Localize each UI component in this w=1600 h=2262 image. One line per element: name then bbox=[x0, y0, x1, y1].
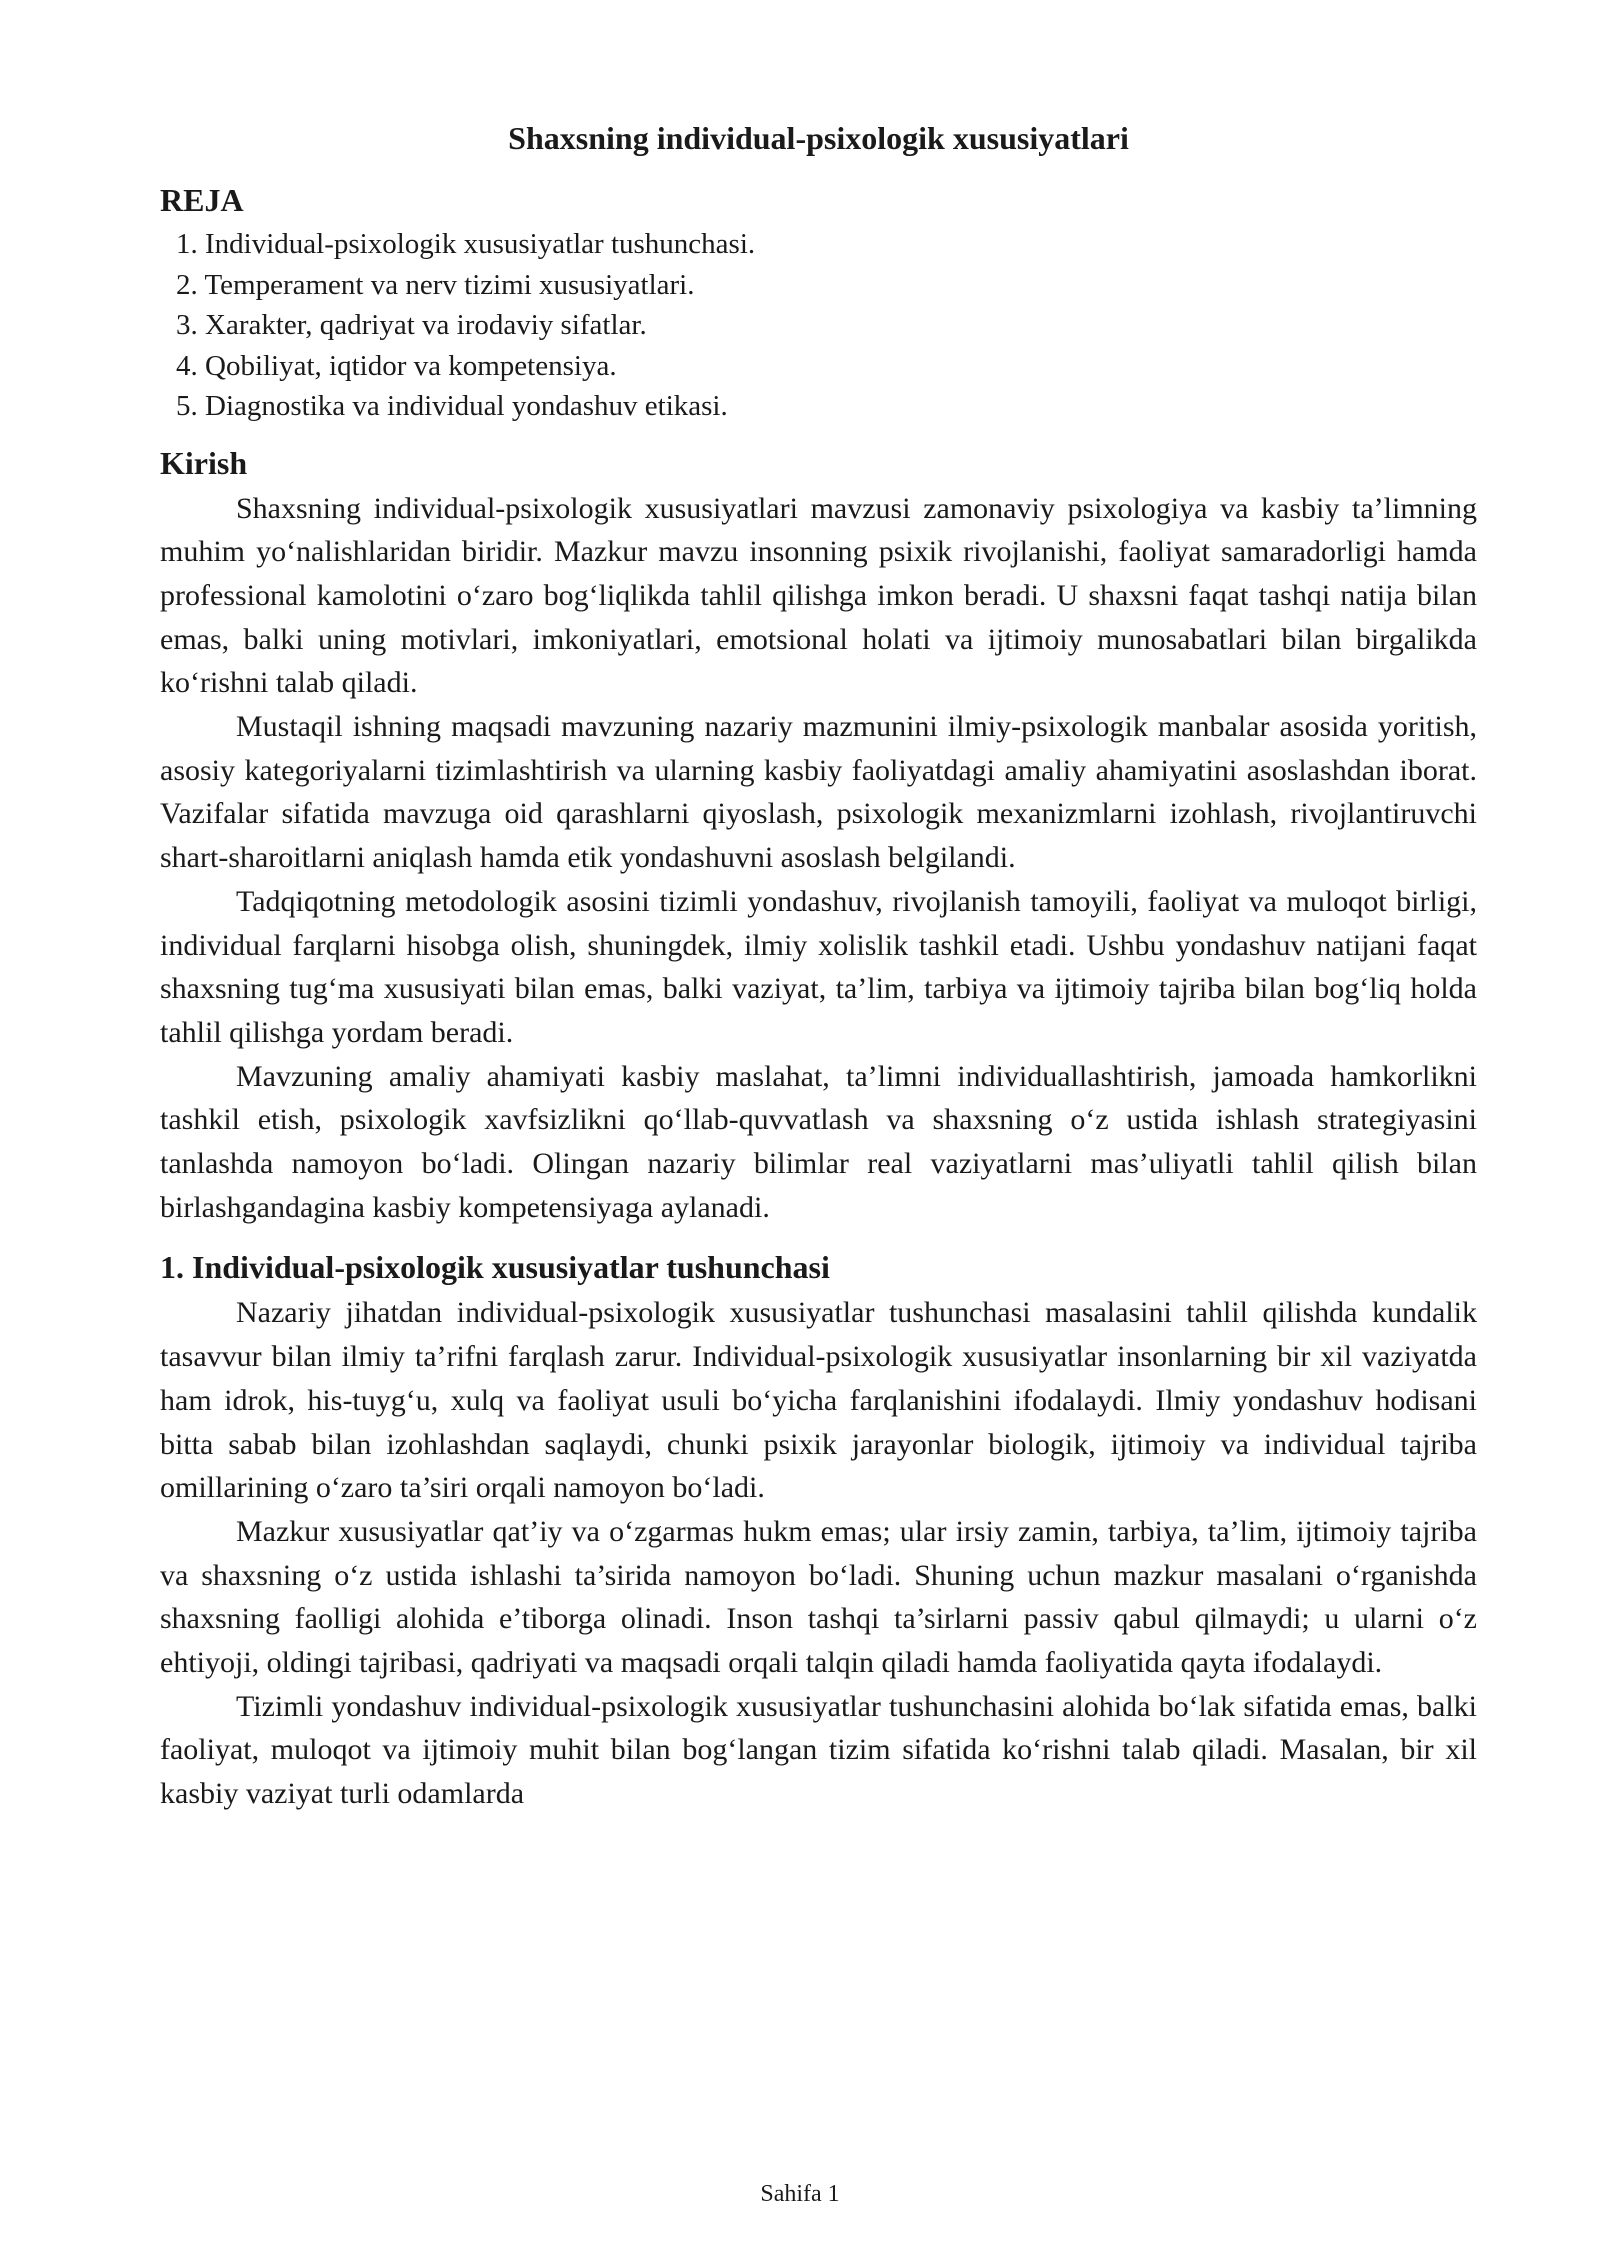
plan-heading: REJA bbox=[160, 182, 244, 218]
section-heading: 1. Individual-psixologik xususiyatlar tushunchasi bbox=[160, 1249, 830, 1286]
intro-paragraph: Tadqiqotning metodologik asosini tizimli yondashuv, rivojlanish tamoyili, faoliyat va muloqot birligi, individual farqlarni hisobga olish, shuningdek, ilmiy xolislik tashkil etadi. Ushbu yondashuv natijani faqat shaxsning tug‘ma xususiyati bilan emas, balki vaziyat, ta’lim, tarbiya va ijtimoiy tajriba bilan bog‘liq holda tahlil qilishga yordam beradi. bbox=[160, 884, 1477, 1049]
section-paragraph: Mazkur xususiyatlar qat’iy va o‘zgarmas hukm emas; ular irsiy zamin, tarbiya, ta’lim, ijtimoiy tajriba va shaxsning o‘z ustida ishlashi ta’sirida namoyon bo‘ladi. Shuning uchun mazkur masalani o‘rganishda shaxsning faolligi alohida e’tiborga olinadi. Inson tashqi ta’sirlarni passiv qabul qilmaydi; u ularni o‘z ehtiyoji, oldingi tajribasi, qadriyati va maqsadi orqali talqin qiladi hamda faoliyatida qayta ifodalaydi. bbox=[160, 1514, 1477, 1680]
section-paragraph: Tizimli yondashuv individual-psixologik xususiyatlar tushunchasini alohida bo‘lak sifatida emas, balki faoliyat, muloqot va ijtimoiy muhit bilan bog‘langan tizim sifatida ko‘rishni talab qiladi. Masalan, bir xil kasbiy vaziyat turli odamlarda bbox=[160, 1689, 1477, 1811]
plan-item: 3. Xarakter, qadriyat va irodaviy sifatlar. bbox=[176, 309, 647, 341]
intro-paragraph: Mustaqil ishning maqsadi mavzuning nazariy mazmunini ilmiy-psixologik manbalar asosida yoritish, asosiy kategoriyalarni tizimlashtirish va ularning kasbiy faoliyatdagi amaliy ahamiyatini asoslashdan iborat. Vazifalar sifatida mavzuga oid qarashlarni qiyoslash, psixologik mexanizmlarni izohlash, rivojlantiruvchi shart-sharoitlarni aniqlash hamda etik yondashuvni asoslash belgilandi. bbox=[160, 710, 1477, 875]
intro-heading: Kirish bbox=[160, 444, 248, 481]
page-footer: Sahifa 1 bbox=[760, 2181, 840, 2207]
plan-item: 1. Individual-psixologik xususiyatlar tushunchasi. bbox=[176, 228, 756, 260]
plan-item: 2. Temperament va nerv tizimi xususiyatlari. bbox=[176, 268, 695, 301]
document-title: Shaxsning individual-psixologik xususiyatlari bbox=[508, 120, 1129, 156]
plan-list bbox=[160, 224, 1477, 427]
intro-paragraph: Shaxsning individual-psixologik xususiyatlari mavzusi zamonaviy psixologiya va kasbiy ta’limning muhim yo‘nalishlaridan biridir. Mazkur mavzu insonning psixik rivojlanishi, faoliyat samaradorligi hamda professional kamolotini o‘zaro bog‘liqlikda tahlil qilishga imkon beradi. U shaxsni faqat tashqi natija bilan emas, balki uning motivlari, imkoniyatlari, emotsional holati va ijtimoiy munosabatlari bilan birgalikda ko‘rishni talab qiladi. bbox=[160, 491, 1477, 700]
section-paragraph: Nazariy jihatdan individual-psixologik xususiyatlar tushunchasi masalasini tahlil qilishda kundalik tasavvur bilan ilmiy ta’rifni farqlash zarur. Individual-psixologik xususiyatlar insonlarning bir xil vaziyatda ham idrok, his-tuyg‘u, xulq va faoliyat usuli bo‘yicha farqlanishini ifodalaydi. Ilmiy yondashuv hodisani bitta sabab bilan izohlashdan saqlaydi, chunki psixik jarayonlar biologik, ijtimoiy va individual tajriba omillarining o‘zaro ta’siri orqali namoyon bo‘ladi. bbox=[160, 1296, 1477, 1505]
intro-paragraph: Mavzuning amaliy ahamiyati kasbiy maslahat, ta’limni individuallashtirish, jamoada hamkorlikni tashkil etish, psixologik xavfsizlikni qo‘llab-quvvatlash va shaxsning o‘z ustida ishlash strategiyasini tanlashda namoyon bo‘ladi. Olingan nazariy bilimlar real vaziyatlarni mas’uliyatli tahlil qilish bilan birlashgandagina kasbiy kompetensiyaga aylanadi. bbox=[160, 1059, 1477, 1224]
plan-item: 4. Qobiliyat, iqtidor va kompetensiya. bbox=[176, 349, 617, 382]
plan-item: 5. Diagnostika va individual yondashuv etikasi. bbox=[176, 390, 728, 422]
document-page bbox=[160, 100, 1477, 1816]
